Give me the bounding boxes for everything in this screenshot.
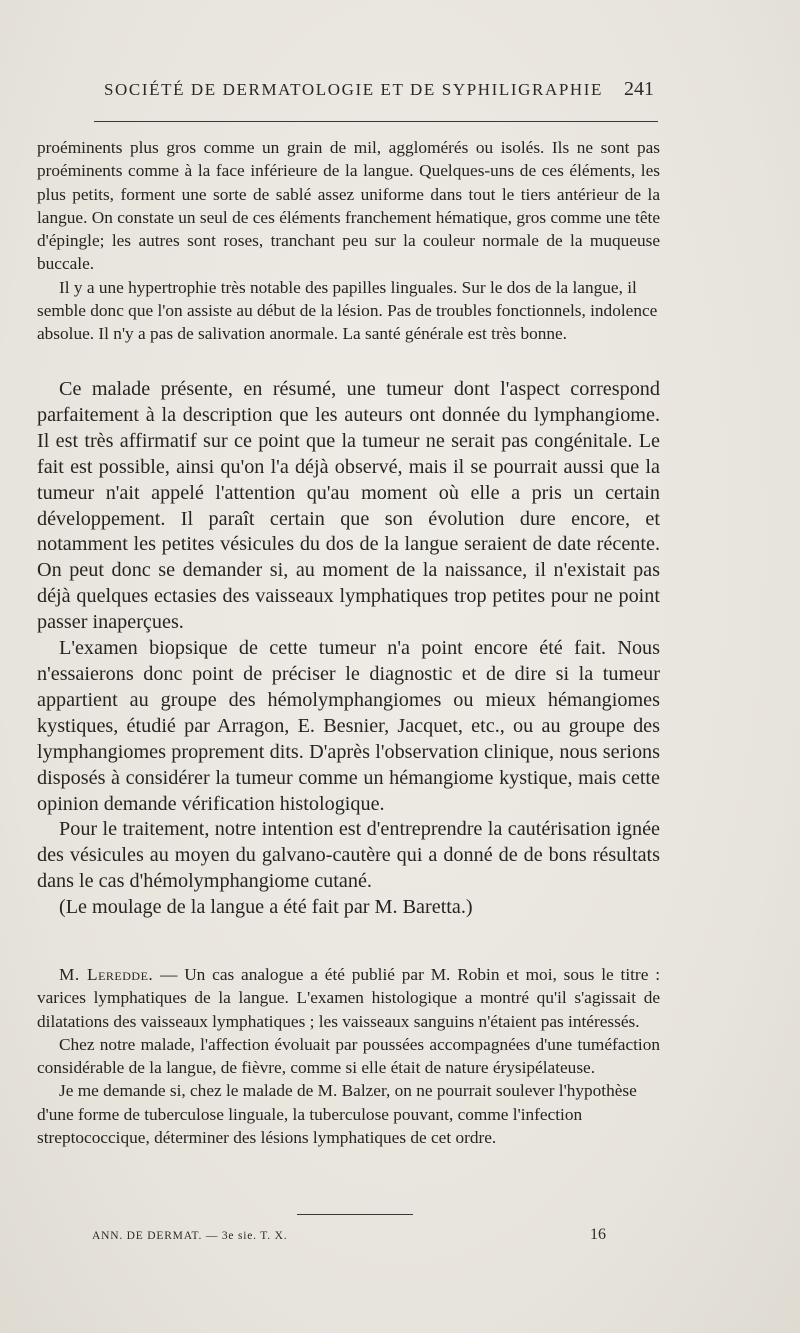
speaker-name: M. Leredde. [59,965,154,984]
paragraph: Chez notre malade, l'affection évoluait par poussées accompagnées d'une tuméfaction considérable de la langue, de fièvre, comme si elle était de nature érysipélateuse. [37,1034,660,1078]
paragraph: Pour le traitement, notre intention est d'entreprendre la cautérisation ignée des vésicules au moyen du galvano-cautère qui a donné de de bons résultats dans le cas d'hémolymphangiome cutané. [37,818,660,893]
running-header [104,78,654,101]
case-description [37,136,660,346]
paragraph: M. Leredde. — Un cas analogue a été publié par M. Robin et moi, sous le titre : varices lymphatiques de la langue. L'examen histologique a montré qu'il s'agissait de dilatations des vaisseaux lymphatiques ; les vaisseaux sanguins n'étaient pas intéressés. [37,965,660,1031]
signature-mark: ANN. DE DERMAT. — 3e sie. T. X. [92,1230,288,1242]
running-title: SOCIÉTÉ DE DERMATOLOGIE ET DE SYPHILIGRAPHIE [104,80,604,99]
footer-rule [297,1214,413,1215]
folio-number: 16 [590,1226,606,1243]
paragraph: Il y a une hypertrophie très notable des papilles linguales. Sur le dos de la langue, il semble donc que l'on assiste au début de la lésion. Pas de troubles fonctionnels, indolence absolue. Il n'y a pas de salivation anormale. La santé générale est très bonne. [37,277,658,344]
paragraph: proéminents plus gros comme un grain de mil, agglomérés ou isolés. Ils ne sont pas proéminents comme à la face inférieure de la langue. Quelques-uns de ces éléments, les plus petits, forment une sorte de sablé assez uniforme dans tout le tiers antérieur de la langue. On constate un seul de ces éléments franchement hématique, gros comme une tête d'épingle; les autres sont roses, tranchant peu sur la couleur normale de la muqueuse buccale. [37,138,660,274]
header-rule [94,121,658,122]
paragraph: L'examen biopsique de cette tumeur n'a point encore été fait. Nous n'essaierons donc point de préciser le diagnostic et de dire si la tumeur appartient au groupe des hémolymphangiomes ou mieux hémangiomes kystiques, étudié par Arragon, E. Besnier, Jacquet, etc., ou au groupe des lymphangiomes proprement dits. D'après l'observation clinique, nous serions disposés à considérer la tumeur comme un hémangiome kystique, mais cette opinion demande vérification histologique. [37,637,660,815]
leredde-remarks [37,963,660,1149]
discussion [37,377,660,921]
paragraph: Je me demande si, chez le malade de M. Balzer, on ne pourrait soulever l'hypothèse d'une forme de tuberculose linguale, la tuberculose pouvant, comme l'infection streptococcique, déterminer des lésions lymphatiques de cet ordre. [37,1081,637,1148]
paragraph: (Le moulage de la langue a été fait par M. Baretta.) [59,896,473,919]
paragraph: Ce malade présente, en résumé, une tumeur dont l'aspect correspond parfaitement à la description que les auteurs ont donnée du lymphangiome. Il est très affirmatif sur ce point que la tumeur ne serait pas congénitale. Le fait est possible, ainsi qu'on l'a déjà observé, mais il se pourrait aussi que la tumeur n'ait appelé l'attention qu'au moment où elle a pris un certain développement. Il paraît certain que son évolution dure encore, et notamment les petites vésicules du dos de la langue seraient de date récente. On peut donc se demander si, au moment de la naissance, il n'existait pas déjà quelques ectasies des vaisseaux lymphatiques trop petites pour ne point passer inaperçues. [37,378,660,634]
page-number: 241 [624,78,654,100]
